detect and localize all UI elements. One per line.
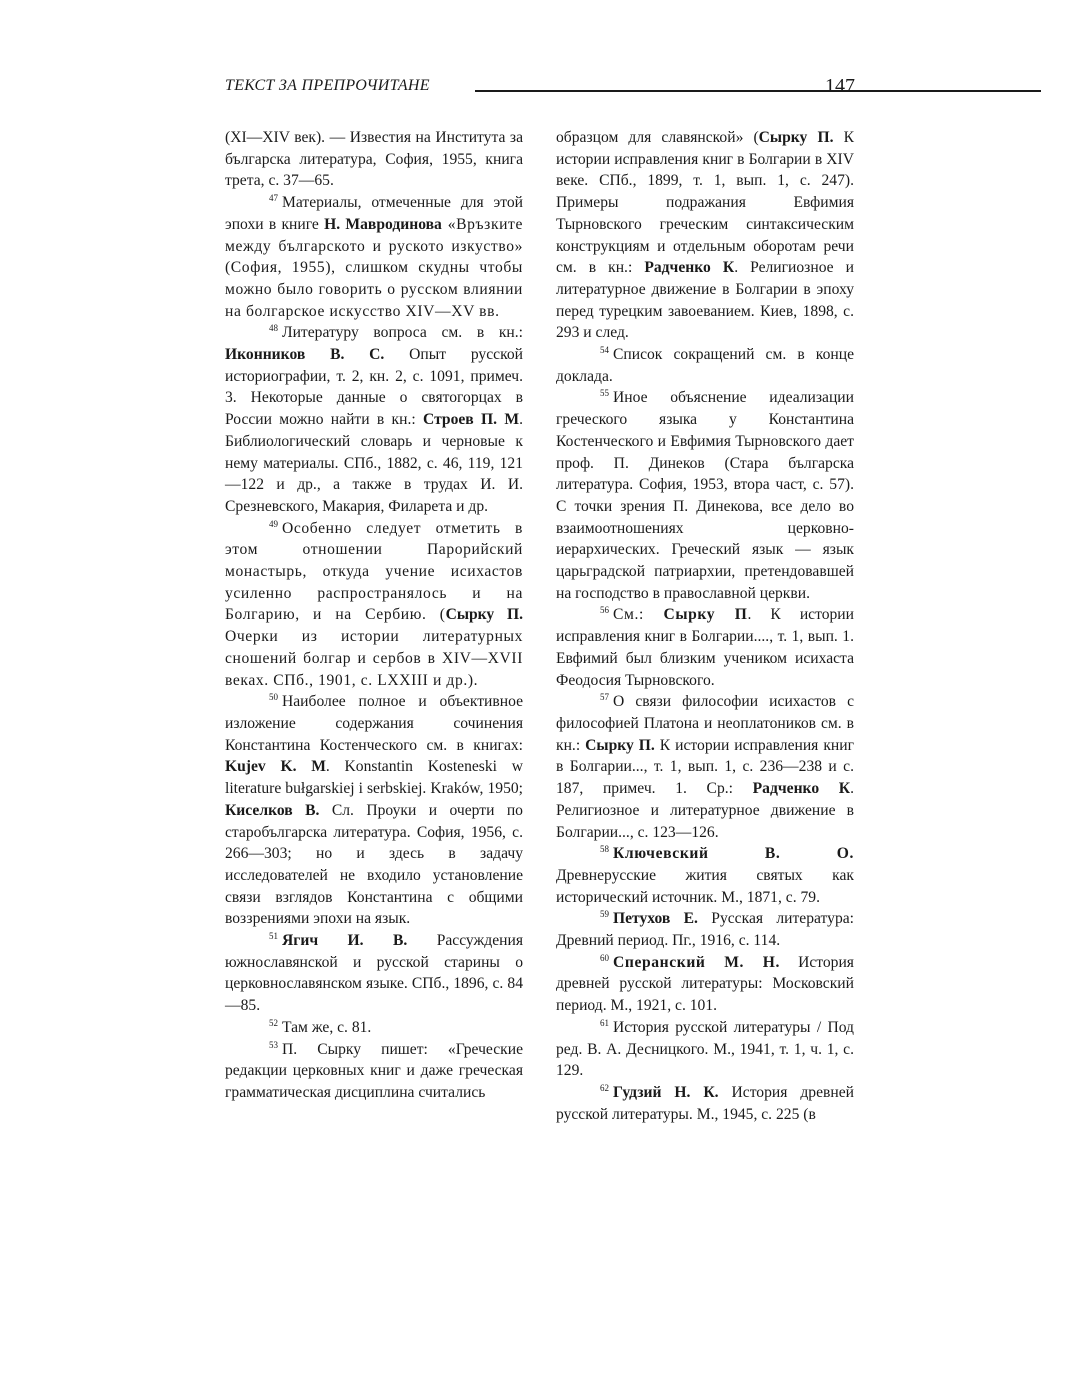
author-name: Сырку П [663,606,748,624]
footnote-number: 47 [269,193,278,204]
footnote-number: 51 [269,931,278,942]
footnote-number: 61 [600,1017,609,1028]
left-column [225,127,523,1104]
footnote-number: 59 [600,909,609,920]
footnote-51: $^{51}$ Ягич И. В. Рассуждения южнославянской и русской старины о церковнославянском языке. СПб., 1896, с. 84—85. [225,931,524,1015]
author-name: Kujev K. M [225,758,326,776]
footnote-number: 58 [600,844,609,855]
footnote-number: 50 [269,692,278,703]
continued-paragraph: образцом для славянской» (Сырку П. К истории исправления книг в Болгарии в XIV веке. СПб., 1899, т. 1, вып. 1, с. 247). Примеры подражания Евфимия Тырновского греческим синтаксическим конструкциям и отдельным оборотам речи см. в кн.: Радченко К. Религиозное и литературное движение в Болгарии в эпоху перед турецким завоеванием. Киев, 1898, с. 293 и след. [556,129,854,342]
footnote-number: 53 [269,1039,278,1050]
page-number: 147 [825,75,855,97]
author-name: Строев П. М [423,411,520,429]
author-name: Сперанский М. Н. [613,953,780,971]
author-name: Сырку П. [445,606,523,624]
footnote-50: $^{50}$ Наиболее полное и объективное изложение содержания сочинения Константина Костенческого см. в книгах: Kujev K. M. Konstantin Kosteneski w literature bułgarskiej i serbskiej. Kraków, 1950; Киселков В. Сл. Проуки и очерти по старобългарска литература. София, 1956, с. 266—303; но и здесь в задачу исследователей не входило установление связи взглядов Константина с общими воззрениями эпохи на язык. [225,692,523,928]
footnote-number: 52 [269,1017,278,1028]
footnote-52: $^{52}$ Там же, с. 81. [269,1017,372,1036]
footnote-number: 49 [269,518,278,529]
running-title: ТЕКСТ ЗА ПРЕПРОЧИТАНЕ [225,77,430,94]
footnote-54: $^{54}$ Список сокращений см. в конце доклада. [556,345,854,385]
author-name: Петухов Е. [613,910,698,928]
author-name: Ягич И. В. [282,932,408,950]
footnote-number: 56 [600,605,609,616]
author-name: Сырку П. [758,129,834,146]
footnote-number: 57 [600,692,609,703]
footnote-47: $^{47}$ Материалы, отмеченные для этой эпохи в книге Н. Мавродинова «Връзките между българското и руското изкуство» (София, 1955), слишком скудны чтобы можно было говорить о русском влиянии на болгарское искусство XIV—XV вв. [225,193,523,320]
footnote-number: 60 [600,952,609,963]
author-name: Радченко К [752,780,851,798]
footnote-48: $^{48}$ Литературу вопроса см. в кн.: Иконников В. С. Опыт русской историографии, т. 2, кн. 2, с. 1091, примеч. 3. Некоторые данные о святогорцах в России можно найти в кн.: Строев П. М. Библиологический словарь и черновые к нему материалы. СПб., 1882, с. 46, 119, 121—122 и др., а также в трудах И. И. Срезневского, Макария, Филарета и др. [225,323,523,515]
footnote-49: $^{49}$ Особенно следует отметить в этом отношении Парорийский монастырь, откуда учение исихастов усиленно распространялось и на Болгарию, и на Сербию. (Сырку П. Очерки из истории литературных сношений болгар и сербов в XIV—XVII веках. СПб., 1901, с. LXXIII и др.). [225,518,523,689]
running-header [225,76,855,100]
author-name: Радченко К [644,259,735,277]
footnote-56: $^{56}$ См.: Сырку П. К истории исправления книг в Болгарии...., т. 1, вып. 1. Евфимий был близким учеником исихаста Феодосия Тырновского. [556,605,854,689]
footnote-58: $^{58}$ Ключевский В. О. Древнерусские жития святых как исторический источник. М., 1871, с. 79. [556,844,854,906]
footnote-59: $^{59}$ Петухов Е. Русская литература: Древний период. Пг., 1916, с. 114. [556,909,854,950]
footnote-53: $^{53}$ П. Сырку пишет: «Греческие редакции церковных книг и даже греческая грамматическая дисциплина считались [225,1039,523,1101]
continued-paragraph: (XI—XIV век). — Известия на Института за българска литература, София, 1955, книга трета, с. 37—65. [225,129,523,190]
footnote-number: 48 [269,323,278,334]
footnote-number: 54 [600,345,609,356]
author-name: Гудзий Н. К. [613,1083,719,1101]
header-rule [475,90,1041,92]
author-name: Ключевский В. О. [613,845,854,863]
footnote-60: $^{60}$ Сперанский М. Н. История древней русской литературы: Московский период. М., 1921, с. 101. [556,952,854,1015]
footnote-55: $^{55}$ Иное объяснение идеализации греческого языка у Константина Костенческого и Евфимия Тырновского дает проф. П. Динеков (Стара българска литература. София, 1953, втора част, с. 57). С точки зрения П. Динекова, все дело во взаимоотношениях церковно-иерархических. Греческий язык — язык царьградской патриархии, претендовавшей на господство в православной церкви. [556,388,854,602]
author-name: Киселков В. [225,801,320,819]
author-name: Сырку П. [585,736,655,754]
footnote-62: $^{62}$ Гудзий Н. К. История древней русской литературы. М., 1945, с. 225 (в [556,1082,854,1123]
footnote-number: 62 [600,1082,609,1093]
footnote-number: 55 [600,388,609,399]
author-name: Иконников В. С. [225,346,385,364]
right-column [556,127,854,1125]
footnote-61: $^{61}$ История русской литературы / Под ред. В. А. Десницкого. М., 1941, т. 1, ч. 1, с. 129. [556,1017,854,1080]
footnote-57: $^{57}$ О связи философии исихастов с философией Платона и неоплатоников см. в кн.: Сырку П. К истории исправления книг в Болгарии..., т. 1, вып. 1, с. 236—238 и с. 187, примеч. 1. Ср.: Радченко К. Религиозное и литературное движение в Болгарии..., с. 123—126. [556,692,854,841]
author-name: Н. Мавродинова [324,215,442,233]
